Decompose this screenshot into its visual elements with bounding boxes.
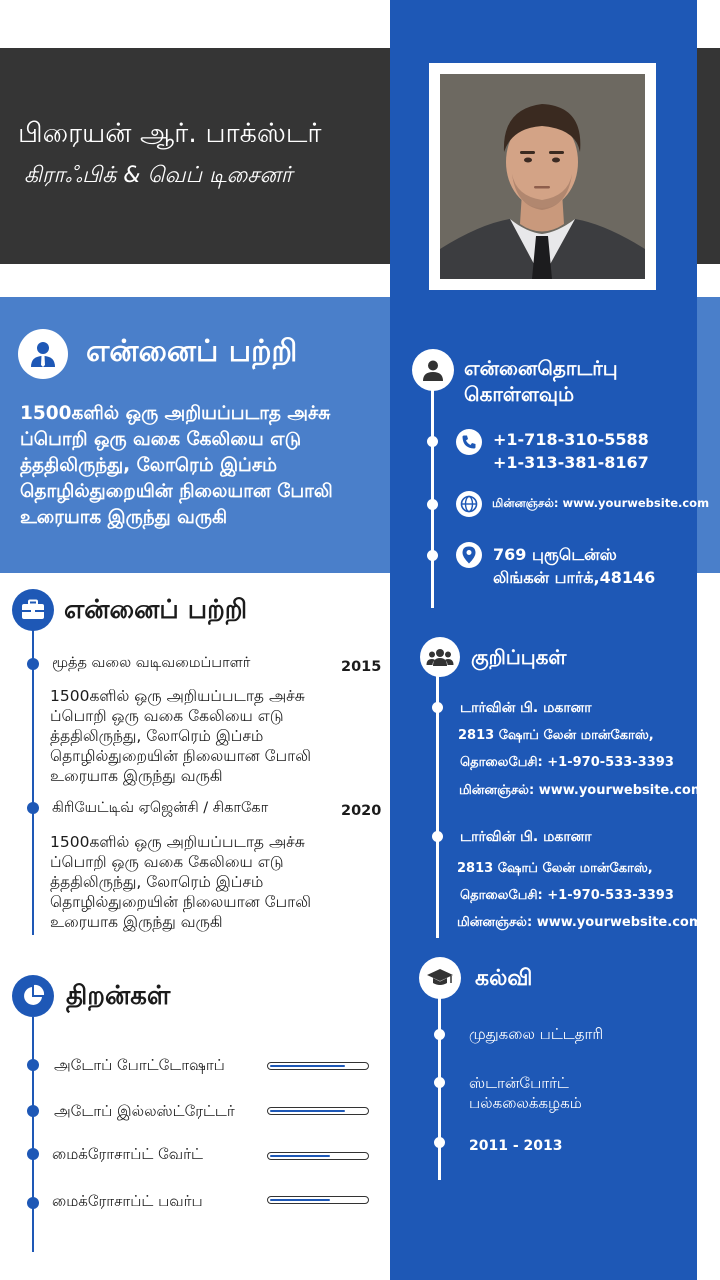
globe-icon — [456, 491, 482, 517]
user-icon — [412, 349, 454, 391]
skill-bar — [267, 1107, 369, 1115]
contact-heading-line1: என்னைதொடர்பு — [464, 356, 618, 380]
experience-item-year: 2015 — [341, 659, 382, 675]
reference-address: 2813 ஷோப் லேன் மான்கோஸ், — [457, 861, 653, 876]
phone-number-2: +1-313-381-8167 — [493, 453, 649, 472]
experience-item-title: கிரியேட்டிவ் ஏஜென்சி / சிகாகோ — [52, 800, 269, 816]
graduation-cap-icon — [419, 957, 461, 999]
timeline-dot — [27, 1197, 39, 1209]
skill-label: அடோப் இல்லஸ்ட்ரேட்டர் — [54, 1102, 235, 1120]
skill-bar — [267, 1196, 369, 1204]
experience-item-title: மூத்த வலை வடிவமைப்பாளர் — [52, 655, 251, 671]
education-timeline-line — [438, 998, 441, 1180]
skill-level-fill — [270, 1065, 345, 1067]
education-school-line2: பல்கலைக்கழகம் — [469, 1094, 582, 1112]
skills-heading: திறன்கள் — [66, 981, 171, 1011]
person-name: பிரையன் ஆர். பாக்ஸ்டர் — [18, 118, 322, 149]
phone-number-1: +1-718-310-5588 — [493, 430, 649, 449]
reference-address: 2813 ஷோப் லேன் மான்கோஸ், — [458, 728, 654, 743]
location-pin-icon — [456, 542, 482, 568]
skills-timeline-line — [32, 1017, 34, 1252]
skill-level-fill — [270, 1110, 345, 1112]
experience-item-year: 2020 — [341, 803, 382, 819]
references-timeline-line — [436, 676, 439, 938]
job-title: கிராஃபிக் & வெப் டிசைனர் — [24, 163, 293, 188]
address-line-2: லிங்கன் பார்க்,48146 — [493, 568, 656, 587]
phone-icon — [456, 429, 482, 455]
experience-heading: என்னைப் பற்றி — [64, 595, 248, 625]
reference-email: மின்னஞ்சல்: www.yourwebsite.com — [459, 783, 705, 798]
education-degree: முதுகலை பட்டதாரி — [469, 1025, 604, 1043]
skill-level-fill — [270, 1199, 330, 1201]
briefcase-icon — [12, 589, 54, 631]
timeline-dot — [434, 1077, 445, 1088]
experience-item-paragraph: 1500களில் ஒரு அறியப்படாத அச்சு ப்பொறி ஒரு வகை கேலியை எடு த்ததிலிருந்து, லோரெம் இப்சம் தொழில்துறையின் நிலையான போலி உரையாக இருந்து வருகி — [50, 687, 312, 785]
timeline-dot — [427, 499, 438, 510]
education-school-line1: ஸ்டான்போர்ட் — [469, 1074, 569, 1092]
experience-item-paragraph: 1500களில் ஒரு அறியப்படாத அச்சு ப்பொறி ஒரு வகை கேலியை எடு த்ததிலிருந்து, லோரெம் இப்சம் தொழில்துறையின் நிலையான போலி உரையாக இருந்து வருகி — [50, 833, 312, 931]
education-years: 2011 - 2013 — [469, 1138, 563, 1154]
skill-bar — [267, 1152, 369, 1160]
references-heading: குறிப்புகள் — [471, 645, 567, 669]
reference-phone: தொலைபேசி: +1-970-533-3393 — [460, 755, 674, 770]
timeline-dot — [432, 702, 443, 713]
contact-email: மின்னஞ்சல்: www.yourwebsite.com — [492, 496, 710, 510]
timeline-dot — [27, 802, 39, 814]
education-heading: கல்வி — [475, 966, 533, 991]
pie-chart-icon — [12, 975, 54, 1017]
timeline-dot — [427, 550, 438, 561]
skill-label: மைக்ரோசாப்ட் பவர்ப — [52, 1192, 203, 1210]
skill-label: மைக்ரோசாப்ட் வேர்ட் — [52, 1145, 203, 1163]
about-heading: என்னைப் பற்றி — [86, 334, 298, 369]
timeline-dot — [27, 1059, 39, 1071]
skill-label: அடோப் போட்டோஷாப் — [54, 1056, 225, 1074]
reference-email: மின்னஞ்சல்: www.yourwebsite.com — [457, 915, 703, 930]
timeline-dot — [434, 1137, 445, 1148]
timeline-dot — [427, 436, 438, 447]
reference-name: டார்வின் பி. மகானா — [460, 829, 592, 845]
timeline-dot — [27, 1148, 39, 1160]
timeline-dot — [27, 658, 39, 670]
timeline-dot — [434, 1029, 445, 1040]
reference-name: டார்வின் பி. மகானா — [460, 700, 592, 716]
user-tie-icon — [18, 329, 68, 379]
reference-phone: தொலைபேசி: +1-970-533-3393 — [460, 888, 674, 903]
experience-timeline-line — [32, 630, 34, 935]
address-line-1: 769 புரூடென்ஸ் — [493, 545, 617, 564]
skill-bar — [267, 1062, 369, 1070]
profile-photo — [440, 74, 645, 279]
timeline-dot — [27, 1105, 39, 1117]
timeline-dot — [432, 831, 443, 842]
users-icon — [420, 637, 460, 677]
about-paragraph: 1500களில் ஒரு அறியப்படாத அச்சு ப்பொறி ஒரு வகை கேலியை எடு த்ததிலிருந்து, லோரெம் இப்சம் தொழில்துறையின் நிலையான போலி உரையாக இருந்து வருகி — [20, 403, 333, 528]
contact-heading-line2: கொள்ளவும் — [464, 382, 575, 406]
skill-level-fill — [270, 1155, 330, 1157]
